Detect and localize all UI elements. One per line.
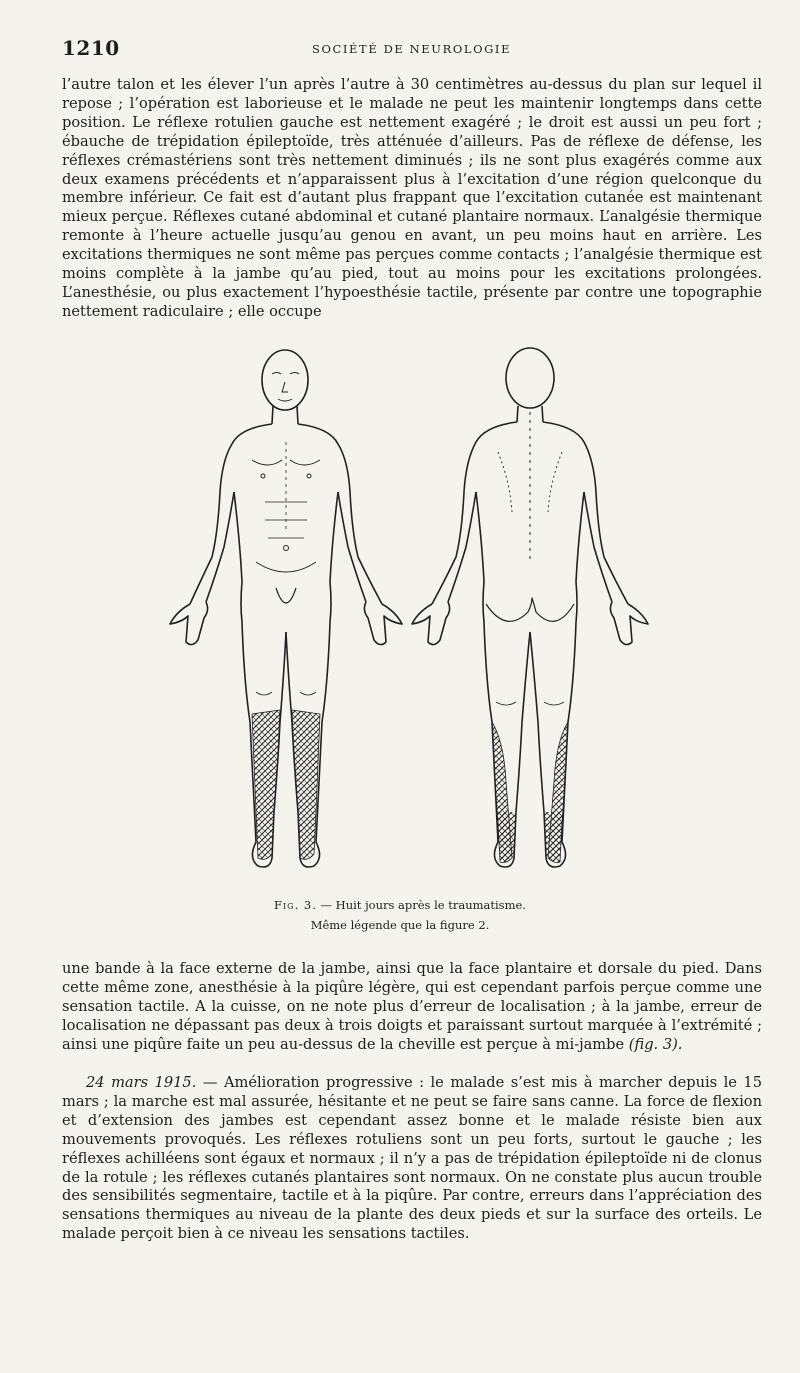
figure-caption bbox=[200, 895, 600, 935]
back-body-figure bbox=[412, 348, 648, 867]
entry-date: 24 mars 1915. bbox=[86, 1074, 197, 1091]
figure-reference: (fig. 3). bbox=[628, 1035, 683, 1053]
caption-text-1: — Huit jours après le traumatisme. bbox=[316, 898, 526, 912]
back-arms bbox=[432, 422, 628, 604]
caption-line-2: Même légende que la figure 2. bbox=[310, 918, 490, 932]
back-head bbox=[506, 348, 554, 408]
caption-label: Fig. 3. bbox=[274, 898, 317, 912]
caption-line-1 bbox=[200, 895, 600, 915]
body-diagram-figure bbox=[160, 342, 660, 882]
page-header bbox=[62, 36, 760, 60]
page-number: 1210 bbox=[62, 36, 120, 60]
body-diagram bbox=[160, 342, 660, 882]
front-body-figure bbox=[170, 350, 402, 867]
paragraph-last bbox=[62, 1074, 762, 1244]
paragraph-top: l’autre talon et les élever l’un après l’autre à 30 centimètres au-dessus du plan sur lequel il repose ; l’opération est laborieuse et le malade ne peut les maintenir longtemps dans cette position. Le réflexe rotulien gauche est nettement exagéré ; le droit est aussi un peu fort ; ébauche de trépidation épileptoïde, très atténuée d’ailleurs. Pas de réflexe de défense, les réflexes crémastériens sont très nettement diminués ; ils ne sont plus exagérés comme aux deux examens précédents et n’apparaissent plus à l’excitation d’une région quelconque du membre inférieur. Ce fait est d’autant plus frappant que l’excitation cutanée est maintenant mieux perçue. Réflexes cutané abdominal et cutané plantaire normaux. L’analgésie thermique remonte à l’heure actuelle jusqu’au genou en avant, un peu moins haut en arrière. Les excitations thermiques ne sont même pas perçues comme contacts ; l’analgésie thermique est moins complète à la jambe qu’au pied, tout au moins pour les excitations prolongées. L’anesthésie, ou plus exactement l’hypoesthésie tactile, présente par contre une topographie nettement radiculaire ; elle occupe bbox=[62, 76, 762, 320]
paragraph-last-text: — Amélioration progressive : le malade s’est mis à marcher depuis le 15 mars ; la marche est mal assurée, hésitante et ne peut se faire sans canne. La force de flexion et d’extension des jambes est cependant assez bonne et le malade résiste bien aux mouvements provoqués. Les réflexes rotuliens sont un peu forts, surtout le gauche ; les réflexes achilléens sont égaux et normaux ; il n’y a pas de trépidation épileptoïde ni de clonus de la rotule ; les réflexes cutanés plantaires sont normaux. On ne constate plus aucun trouble des sensibilités segmentaire, tactile et à la piqûre. Par contre, erreurs dans l’appréciation des sensations thermiques au niveau de la plante des deux pieds et sur la surface des orteils. Le malade perçoit bien à ce niveau les sensations tactiles. bbox=[62, 1074, 763, 1243]
paragraph-bottom-text: une bande à la face externe de la jambe, ainsi que la face plantaire et dorsale du pied. Dans cette même zone, anesthésie à la piqûre légère, qui est cependant parfois perçue comme une sensation tactile. A la cuisse, on ne note plus d’erreur de localisation ; à la jambe, erreur de localisation ne dépassant pas deux à trois doigts et paraissant surtout marquée à l’extrémité ; ainsi une piqûre faite un peu au-dessus de la cheville est perçue à mi-jambe bbox=[62, 960, 762, 1053]
running-head: SOCIÉTÉ DE NEUROLOGIE bbox=[312, 42, 512, 56]
paragraph-bottom bbox=[62, 960, 762, 1055]
